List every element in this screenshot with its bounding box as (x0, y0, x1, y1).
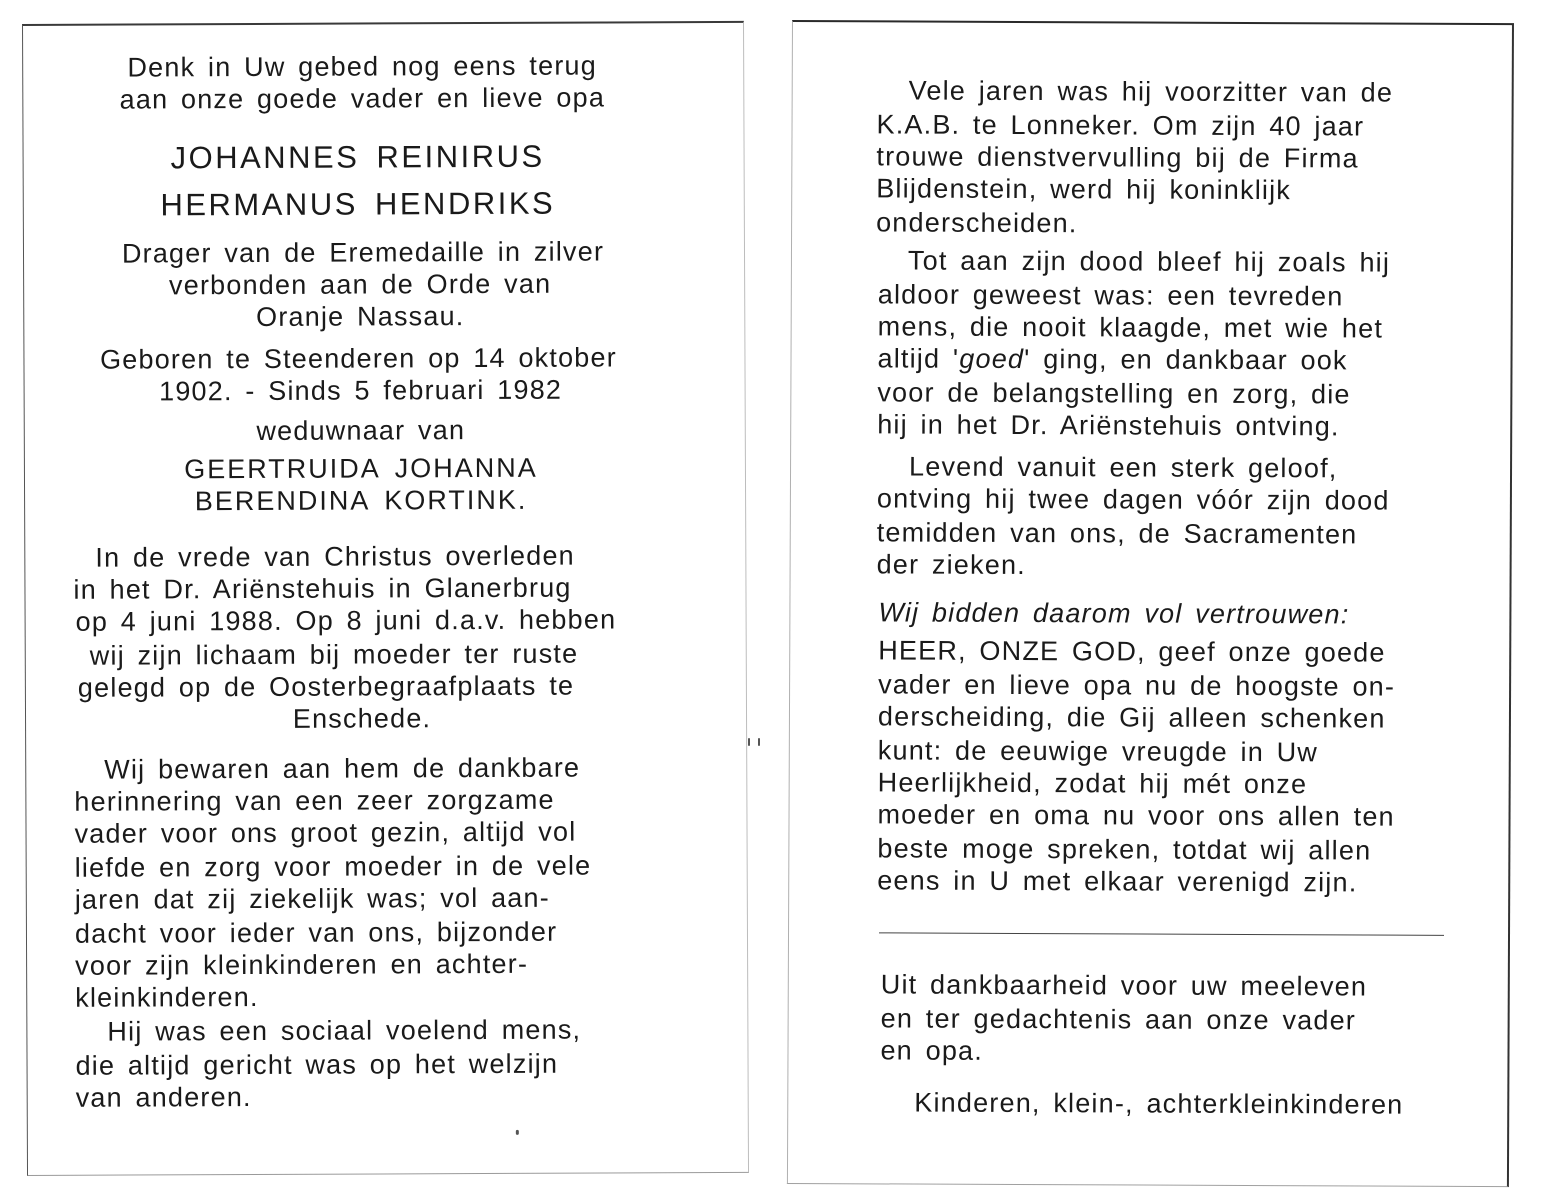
decoration-line: Drager van de Eremedaille in zilver (121, 236, 605, 269)
thanks-line: en opa. (880, 1035, 984, 1066)
deceased-name: HERMANUS HENDRIKS (160, 185, 556, 223)
character-line (877, 342, 1347, 376)
scan-speck (748, 738, 750, 746)
memory-line: kleinkinderen. (75, 981, 259, 1013)
career-line: Blijdenstein, werd hij koninklijk (876, 173, 1292, 206)
faith-line: temidden van ons, de Sacramenten (876, 517, 1358, 550)
career-line: Vele jaren was hij voorzitter van de (908, 75, 1394, 108)
faith-line: ontving hij twee dagen vóór zijn dood (876, 483, 1390, 516)
social-line: van anderen. (75, 1082, 252, 1113)
social-line: die altijd gericht was op het welzijn (75, 1048, 559, 1081)
memory-line: dacht voor ieder van ons, bijzonder (74, 916, 558, 949)
paper-speck (516, 1130, 519, 1135)
birth-line: 1902. - Sinds 5 februari 1982 (159, 374, 563, 407)
death-line: in het Dr. Ariënstehuis in Glanerbrug (73, 572, 572, 605)
death-line: wij zijn lichaam bij moeder ter ruste (89, 638, 579, 671)
memorial-card-left (22, 21, 749, 1176)
character-text: altijd ' (877, 343, 960, 374)
prayer-line: HEER, ONZE GOD, geef onze goede (878, 635, 1386, 668)
thanks-line: Uit dankbaarheid voor uw meeleven (880, 969, 1368, 1002)
prayer-line: vader en lieve opa nu de hoogste on- (878, 669, 1396, 702)
death-line: Enschede. (292, 703, 432, 734)
divider-line (879, 932, 1444, 935)
birth-line: Geboren te Steenderen op 14 oktober (99, 342, 617, 375)
death-line: In de vrede van Christus overleden (95, 540, 575, 573)
intro-line: aan onze goede vader en lieve opa (119, 82, 606, 115)
death-line: gelegd op de Oosterbegraafplaats te (77, 670, 575, 703)
signature-line: Kinderen, klein-, achterkleinkinderen (914, 1087, 1404, 1120)
intro-line: Denk in Uw gebed nog eens terug (127, 50, 597, 83)
character-line: hij in het Dr. Ariënstehuis ontving. (877, 409, 1340, 442)
character-text: ' ging, en dankbaar ook (1024, 344, 1348, 376)
memory-line: herinnering van een zeer zorgzame (74, 784, 555, 817)
thanks-line: en ter gedachtenis aan onze vader (880, 1003, 1357, 1036)
character-emphasis: goed (959, 343, 1025, 375)
memory-line: jaren dat zij ziekelijk was; vol aan- (74, 882, 550, 915)
prayer-line: Heerlijkheid, zodat hij mét onze (877, 767, 1308, 800)
career-line: trouwe dienstvervulling bij de Firma (876, 141, 1359, 174)
spouse-name: BERENDINA KORTINK. (194, 484, 528, 517)
memory-line: liefde en zorg voor moeder in de vele (74, 850, 592, 883)
decoration-line: Oranje Nassau. (256, 301, 465, 332)
scan-speck (758, 738, 760, 746)
character-line: aldoor geweest was: een tevreden (877, 279, 1344, 312)
career-line: K.A.B. te Lonneker. Om zijn 40 jaar (876, 109, 1365, 142)
memory-line: vader voor ons groot gezin, altijd vol (74, 816, 577, 849)
prayer-intro: Wij bidden daarom vol vertrouwen: (878, 597, 1350, 630)
memory-line: voor zijn kleinkinderen en achter- (75, 948, 529, 981)
deceased-name: JOHANNES REINIRUS (170, 138, 545, 176)
character-line: voor de belangstelling en zorg, die (877, 377, 1351, 410)
character-line: mens, die nooit klaagde, met wie het (877, 311, 1384, 344)
career-line: onderscheiden. (876, 207, 1078, 239)
faith-line: Levend vanuit een sterk geloof, (908, 451, 1338, 484)
spouse-name: GEERTRUIDA JOHANNA (184, 452, 538, 485)
widower-label: weduwnaar van (256, 415, 466, 446)
prayer-line: kunt: de eeuwige vreugde in Uw (877, 735, 1319, 768)
social-line: Hij was een sociaal voelend mens, (107, 1014, 582, 1047)
memorial-card-right (787, 20, 1514, 1187)
memory-line: Wij bewaren aan hem de dankbare (104, 752, 581, 785)
prayer-line: derscheiding, die Gij alleen schenken (877, 701, 1386, 734)
death-line: op 4 juni 1988. Op 8 juni d.a.v. hebben (75, 604, 617, 637)
character-line: Tot aan zijn dood bleef hij zoals hij (907, 245, 1391, 278)
prayer-line: moeder en oma nu voor ons allen ten (877, 799, 1395, 832)
prayer-line: beste moge spreken, totdat wij allen (877, 833, 1372, 866)
faith-line: der zieken. (876, 549, 1026, 581)
prayer-line: eens in U met elkaar verenigd zijn. (877, 865, 1358, 898)
decoration-line: verbonden aan de Orde van (168, 268, 552, 301)
